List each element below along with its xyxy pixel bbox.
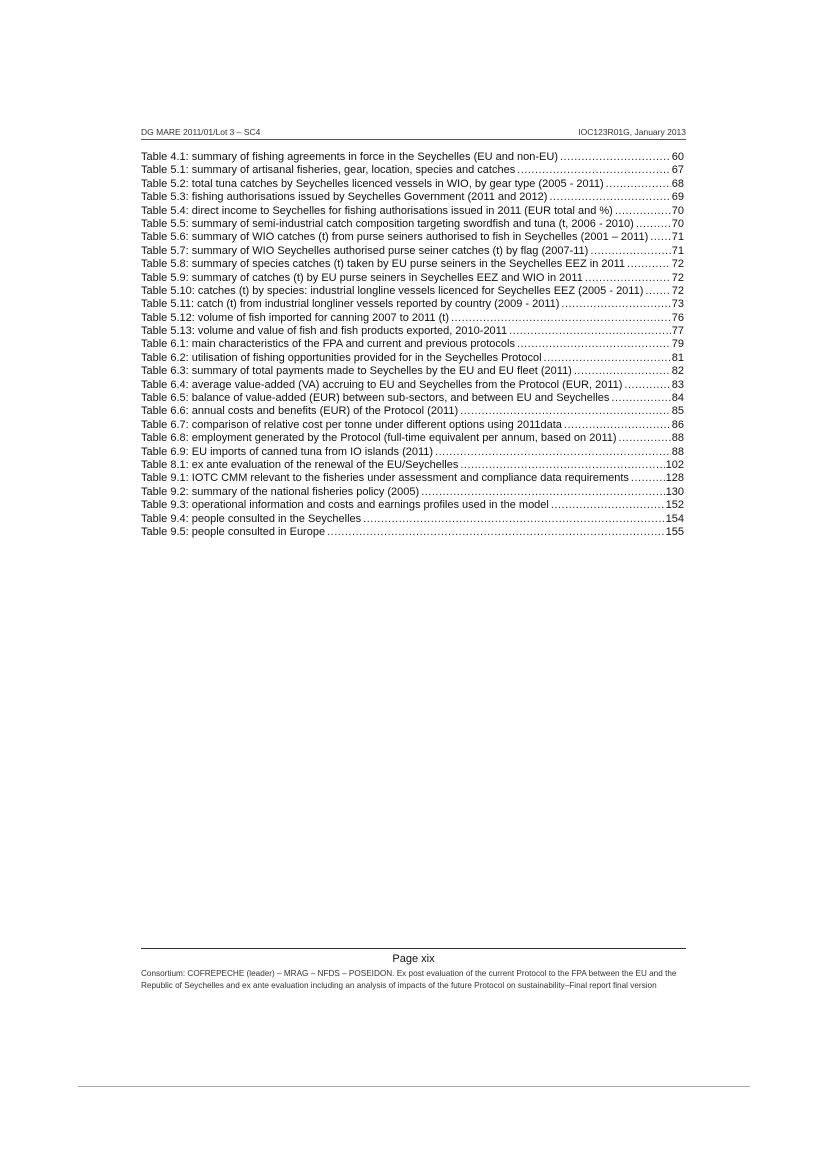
toc-entry-title: Table 9.2: summary of the national fisheries policy (2005) — [141, 485, 420, 498]
toc-dot-leader — [624, 379, 670, 392]
toc-entry-title: Table 6.8: employment generated by the Protocol (full-time equivalent per annum, based on 2011) — [141, 432, 617, 445]
toc-entry-title: Table 6.4: average value-added (VA) accruing to EU and Seychelles from the Protocol (EUR, 2011) — [141, 378, 623, 391]
toc-entry[interactable] — [141, 205, 684, 218]
toc-entry-page-number: 128 — [665, 472, 684, 485]
toc-entry-title: Table 9.1: IOTC CMM relevant to the fisheries under assessment and compliance data requirements — [141, 472, 629, 485]
page-header — [141, 127, 686, 140]
toc-entry-title: Table 6.5: balance of value-added (EUR) between sub-sectors, and between EU and Seychelles — [141, 392, 610, 405]
toc-entry-title: Table 5.6: summary of WIO catches (t) from purse seiners authorised to fish in Seychelles (2001 – 2011) — [141, 231, 649, 244]
toc-entry[interactable] — [141, 312, 684, 325]
toc-dot-leader — [574, 365, 671, 378]
toc-dot-leader — [560, 151, 671, 164]
toc-entry-title: Table 6.3: summary of total payments made to Seychelles by the EU and EU fleet (2011) — [141, 365, 572, 378]
toc-entry[interactable] — [141, 245, 684, 258]
toc-entry[interactable] — [141, 164, 684, 177]
toc-entry-title: Table 5.5: summary of semi-industrial catch composition targeting swordfish and tuna (t, 2006 - 2010) — [141, 217, 634, 230]
toc-dot-leader — [631, 472, 665, 485]
footer-consortium-text: Consortium: COFREPECHE (leader) – MRAG – NFDS – POSEIDON. Ex post evaluation of the current Protocol to the FPA between the EU and the Republic of Seychelles and ex ante evaluation including an analysis of impacts of the future Protocol on sustainability–Final report final version — [141, 969, 677, 990]
toc-entry-title: Table 6.1: main characteristics of the FPA and current and previous protocols — [141, 338, 515, 351]
toc-entry-title: Table 6.2: utilisation of fishing opportunities provided for in the Seychelles Protocol — [141, 351, 542, 364]
toc-entry-page-number: 73 — [671, 298, 684, 311]
toc-entry-title: Table 5.4: direct income to Seychelles for fishing authorisations issued in 2011 (EUR total and %) — [141, 204, 613, 217]
toc-entry-page-number: 67 — [671, 164, 684, 177]
toc-dot-leader — [517, 338, 671, 351]
toc-dot-leader — [509, 325, 671, 338]
toc-entry-title: Table 5.11: catch (t) from industrial longliner vessels reported by country (2009 - 2011) — [141, 298, 560, 311]
toc-entry[interactable] — [141, 405, 684, 418]
toc-entry-page-number: 152 — [665, 499, 684, 512]
toc-entry-title: Table 9.3: operational information and costs and earnings profiles used in the model — [141, 499, 549, 512]
toc-entry-title: Table 8.1: ex ante evaluation of the renewal of the EU/Seychelles — [141, 458, 459, 471]
toc-entry-title: Table 5.13: volume and value of fish and fish products exported, 2010-2011 — [141, 325, 508, 338]
viewer-page-edge — [78, 1086, 750, 1087]
toc-dot-leader — [585, 272, 671, 285]
toc-entry[interactable] — [141, 352, 684, 365]
toc-entry-page-number: 70 — [671, 217, 684, 230]
toc-entry[interactable] — [141, 486, 684, 499]
toc-entry-title: Table 4.1: summary of fishing agreements in force in the Seychelles (EU and non-EU) — [141, 151, 558, 163]
toc-entry-page-number: 72 — [671, 271, 684, 284]
toc-entry[interactable] — [141, 338, 684, 351]
toc-entry-title: Table 9.4: people consulted in the Seychelles — [141, 512, 362, 525]
toc-dot-leader — [627, 258, 671, 271]
toc-dot-leader — [645, 285, 670, 298]
toc-entry-page-number: 82 — [671, 365, 684, 378]
toc-entry[interactable] — [141, 472, 684, 485]
toc-entry-page-number: 88 — [671, 445, 684, 458]
toc-entry-page-number: 84 — [671, 392, 684, 405]
toc-dot-leader — [327, 526, 665, 539]
header-document-id-date: IOC123R01G, January 2013 — [578, 127, 686, 137]
toc-entry-page-number: 83 — [671, 378, 684, 391]
toc-dot-leader — [590, 245, 670, 258]
toc-entry-page-number: 79 — [671, 338, 684, 351]
toc-entry-title: Table 5.1: summary of artisanal fisheries, gear, location, species and catches — [141, 164, 516, 177]
toc-entry-page-number: 72 — [671, 258, 684, 271]
toc-entry[interactable] — [141, 499, 684, 512]
toc-entry[interactable] — [141, 379, 684, 392]
toc-entry-title: Table 5.7: summary of WIO Seychelles authorised purse seiner catches (t) by flag (2007-11) — [141, 244, 589, 257]
toc-entry-page-number: 71 — [671, 244, 684, 257]
toc-entry-page-number: 72 — [671, 284, 684, 297]
toc-entry-title: Table 6.9: EU imports of canned tuna from IO islands (2011) — [141, 445, 434, 458]
toc-entry[interactable] — [141, 325, 684, 338]
footer-divider — [141, 948, 686, 949]
toc-entry-title: Table 5.9: summary of catches (t) by EU purse seiners in Seychelles EEZ and WIO in 2011 — [141, 271, 583, 284]
toc-entry[interactable] — [141, 285, 684, 298]
toc-entry[interactable] — [141, 526, 684, 539]
toc-dot-leader — [650, 231, 671, 244]
toc-entry[interactable] — [141, 392, 684, 405]
toc-entry[interactable] — [141, 513, 684, 526]
toc-entry-page-number: 60 — [671, 151, 684, 163]
toc-entry-page-number: 102 — [665, 458, 684, 471]
toc-dot-leader — [564, 419, 671, 432]
toc-entry[interactable] — [141, 365, 684, 378]
toc-dot-leader — [460, 459, 664, 472]
toc-dot-leader — [435, 446, 671, 459]
toc-entry[interactable] — [141, 272, 684, 285]
toc-dot-leader — [451, 312, 671, 325]
toc-entry-title: Table 5.3: fishing authorisations issued by Seychelles Government (2011 and 2012) — [141, 191, 548, 204]
toc-dot-leader — [561, 298, 670, 311]
toc-dot-leader — [517, 164, 671, 177]
toc-dot-leader — [549, 191, 670, 204]
toc-dot-leader — [615, 205, 671, 218]
toc-entry-page-number: 155 — [665, 525, 684, 538]
toc-entry[interactable] — [141, 432, 684, 445]
list-of-tables — [141, 151, 684, 539]
toc-entry[interactable] — [141, 298, 684, 311]
toc-entry-page-number: 81 — [671, 351, 684, 364]
toc-entry[interactable] — [141, 231, 684, 244]
toc-entry-title: Table 5.8: summary of species catches (t) taken by EU purse seiners in the Seychelles EEZ in 2011 — [141, 258, 626, 271]
toc-entry-page-number: 76 — [671, 311, 684, 324]
toc-entry-page-number: 88 — [671, 432, 684, 445]
toc-dot-leader — [606, 178, 671, 191]
toc-entry-page-number: 154 — [665, 512, 684, 525]
toc-dot-leader — [421, 486, 664, 499]
toc-entry[interactable] — [141, 191, 684, 204]
toc-dot-leader — [460, 405, 671, 418]
toc-entry[interactable] — [141, 178, 684, 191]
toc-entry[interactable] — [141, 419, 684, 432]
toc-dot-leader — [363, 513, 664, 526]
toc-entry-title: Table 9.5: people consulted in Europe — [141, 525, 326, 538]
toc-entry-page-number: 68 — [671, 177, 684, 190]
toc-entry-title: Table 5.12: volume of fish imported for canning 2007 to 2011 (t) — [141, 311, 449, 324]
toc-entry-title: Table 5.10: catches (t) by species: industrial longline vessels licenced for Seychelles EEZ (2005 - 2011) — [141, 284, 644, 297]
toc-entry-page-number: 86 — [671, 418, 684, 431]
toc-entry-page-number: 77 — [671, 325, 684, 338]
toc-entry-page-number: 70 — [671, 204, 684, 217]
toc-dot-leader — [551, 499, 665, 512]
toc-entry[interactable] — [141, 258, 684, 271]
toc-dot-leader — [619, 432, 671, 445]
toc-dot-leader — [544, 352, 671, 365]
toc-dot-leader — [636, 218, 671, 231]
header-reference: DG MARE 2011/01/Lot 3 – SC4 — [141, 127, 261, 137]
toc-entry[interactable] — [141, 446, 684, 459]
page-number: Page xix — [392, 953, 435, 965]
toc-entry-title: Table 6.6: annual costs and benefits (EUR) of the Protocol (2011) — [141, 405, 459, 418]
toc-entry[interactable] — [141, 151, 684, 164]
toc-entry-title: Table 6.7: comparison of relative cost per tonne under different options using 2011data — [141, 418, 562, 431]
toc-entry-page-number: 71 — [671, 231, 684, 244]
toc-entry-page-number: 85 — [671, 405, 684, 418]
toc-entry-title: Table 5.2: total tuna catches by Seychelles licenced vessels in WIO, by gear type (2005 - 2011) — [141, 177, 604, 190]
toc-entry-page-number: 69 — [671, 191, 684, 204]
toc-entry[interactable] — [141, 459, 684, 472]
toc-entry-page-number: 130 — [665, 485, 684, 498]
toc-entry[interactable] — [141, 218, 684, 231]
toc-dot-leader — [611, 392, 670, 405]
